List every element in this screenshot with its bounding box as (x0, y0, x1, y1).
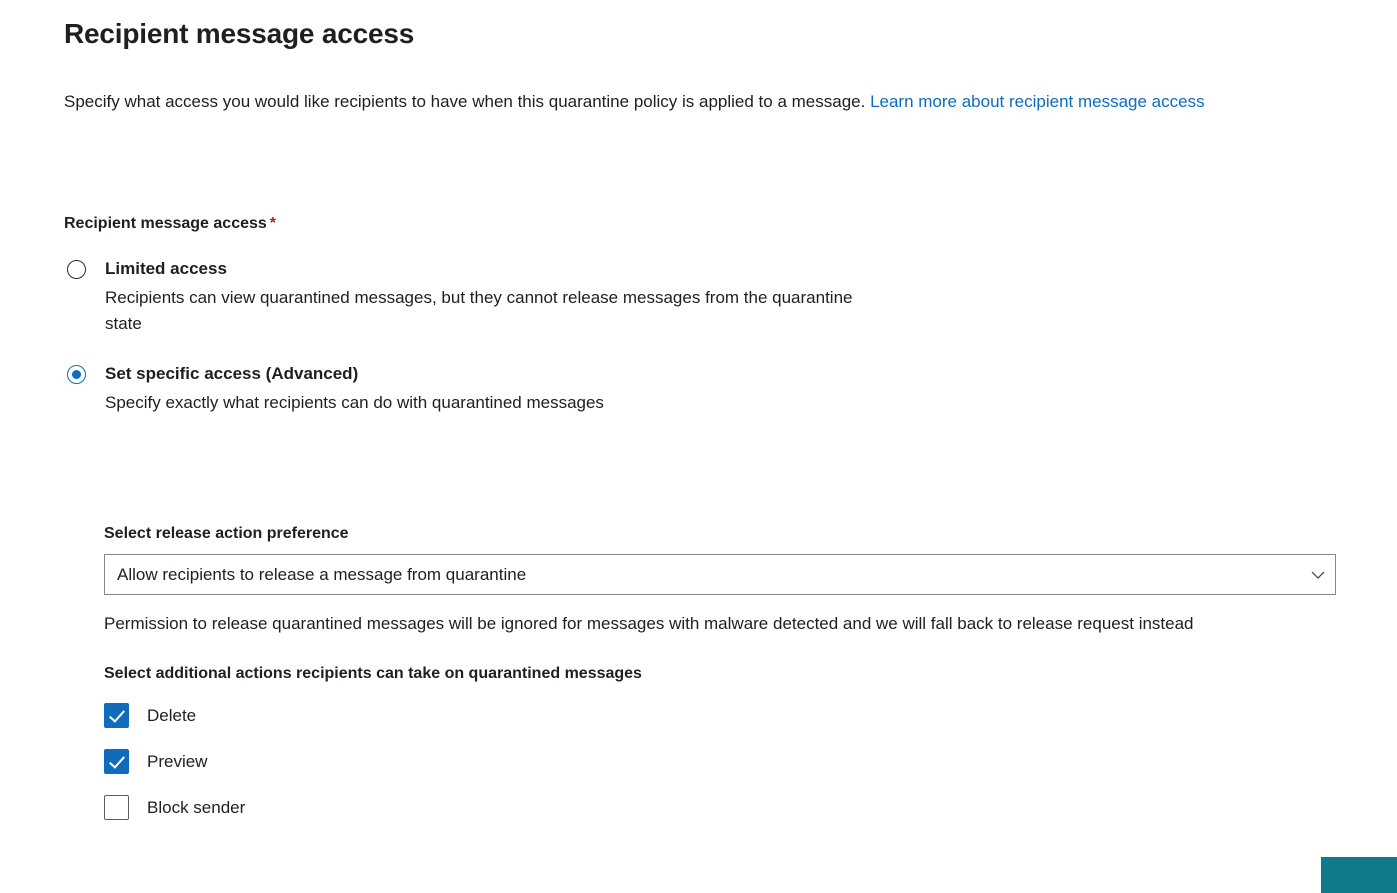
checkbox-block-sender-icon[interactable] (104, 795, 129, 820)
required-indicator: * (269, 215, 277, 232)
radio-label-specific-access: Set specific access (Advanced) (105, 364, 359, 383)
checkbox-label-delete: Delete (147, 705, 197, 725)
radio-circle-icon (67, 260, 86, 279)
checkbox-label-preview: Preview (147, 751, 208, 771)
learn-more-link[interactable]: Learn more about recipient message access (870, 92, 1205, 111)
intro-paragraph (64, 88, 1339, 116)
page-title: Recipient message access (64, 18, 415, 49)
field-label (64, 215, 276, 233)
checkbox-row-delete[interactable] (104, 697, 1339, 734)
chevron-down-icon (1301, 555, 1335, 594)
checkbox-row-block-sender[interactable] (104, 789, 1339, 826)
release-action-selected-value: Allow recipients to release a message from quarantine (117, 564, 527, 584)
radio-option-limited-access[interactable] (64, 258, 1064, 337)
recipient-message-access-radio-group (64, 258, 1064, 442)
radio-label-limited-access: Limited access (105, 259, 227, 278)
advanced-options-section (104, 525, 1339, 835)
radio-description-limited-access: Recipients can view quarantined messages, but they cannot release messages from the quarantine state (105, 288, 853, 333)
additional-actions-label: Select additional actions recipients can take on quarantined messages (104, 665, 642, 682)
intro-text: Specify what access you would like recipients to have when this quarantine policy is applied to a message. (64, 92, 871, 111)
radio-option-specific-access[interactable] (64, 363, 1064, 416)
checkbox-delete-icon[interactable] (104, 703, 129, 728)
checkbox-preview-icon[interactable] (104, 749, 129, 774)
release-action-dropdown[interactable] (104, 554, 1336, 595)
release-action-hint: Permission to release quarantined messages will be ignored for messages with malware detected and we will fall back to release request instead (104, 614, 1194, 633)
additional-actions-checkbox-list (104, 697, 1339, 826)
checkbox-row-preview[interactable] (104, 743, 1339, 780)
radio-circle-selected-icon (67, 365, 86, 384)
release-action-label: Select release action preference (104, 525, 349, 542)
checkbox-label-block-sender: Block sender (147, 797, 246, 817)
radio-description-specific-access: Specify exactly what recipients can do with quarantined messages (105, 393, 604, 412)
field-label-text: Recipient message access (64, 215, 267, 232)
bottom-right-action-button[interactable] (1321, 857, 1397, 893)
